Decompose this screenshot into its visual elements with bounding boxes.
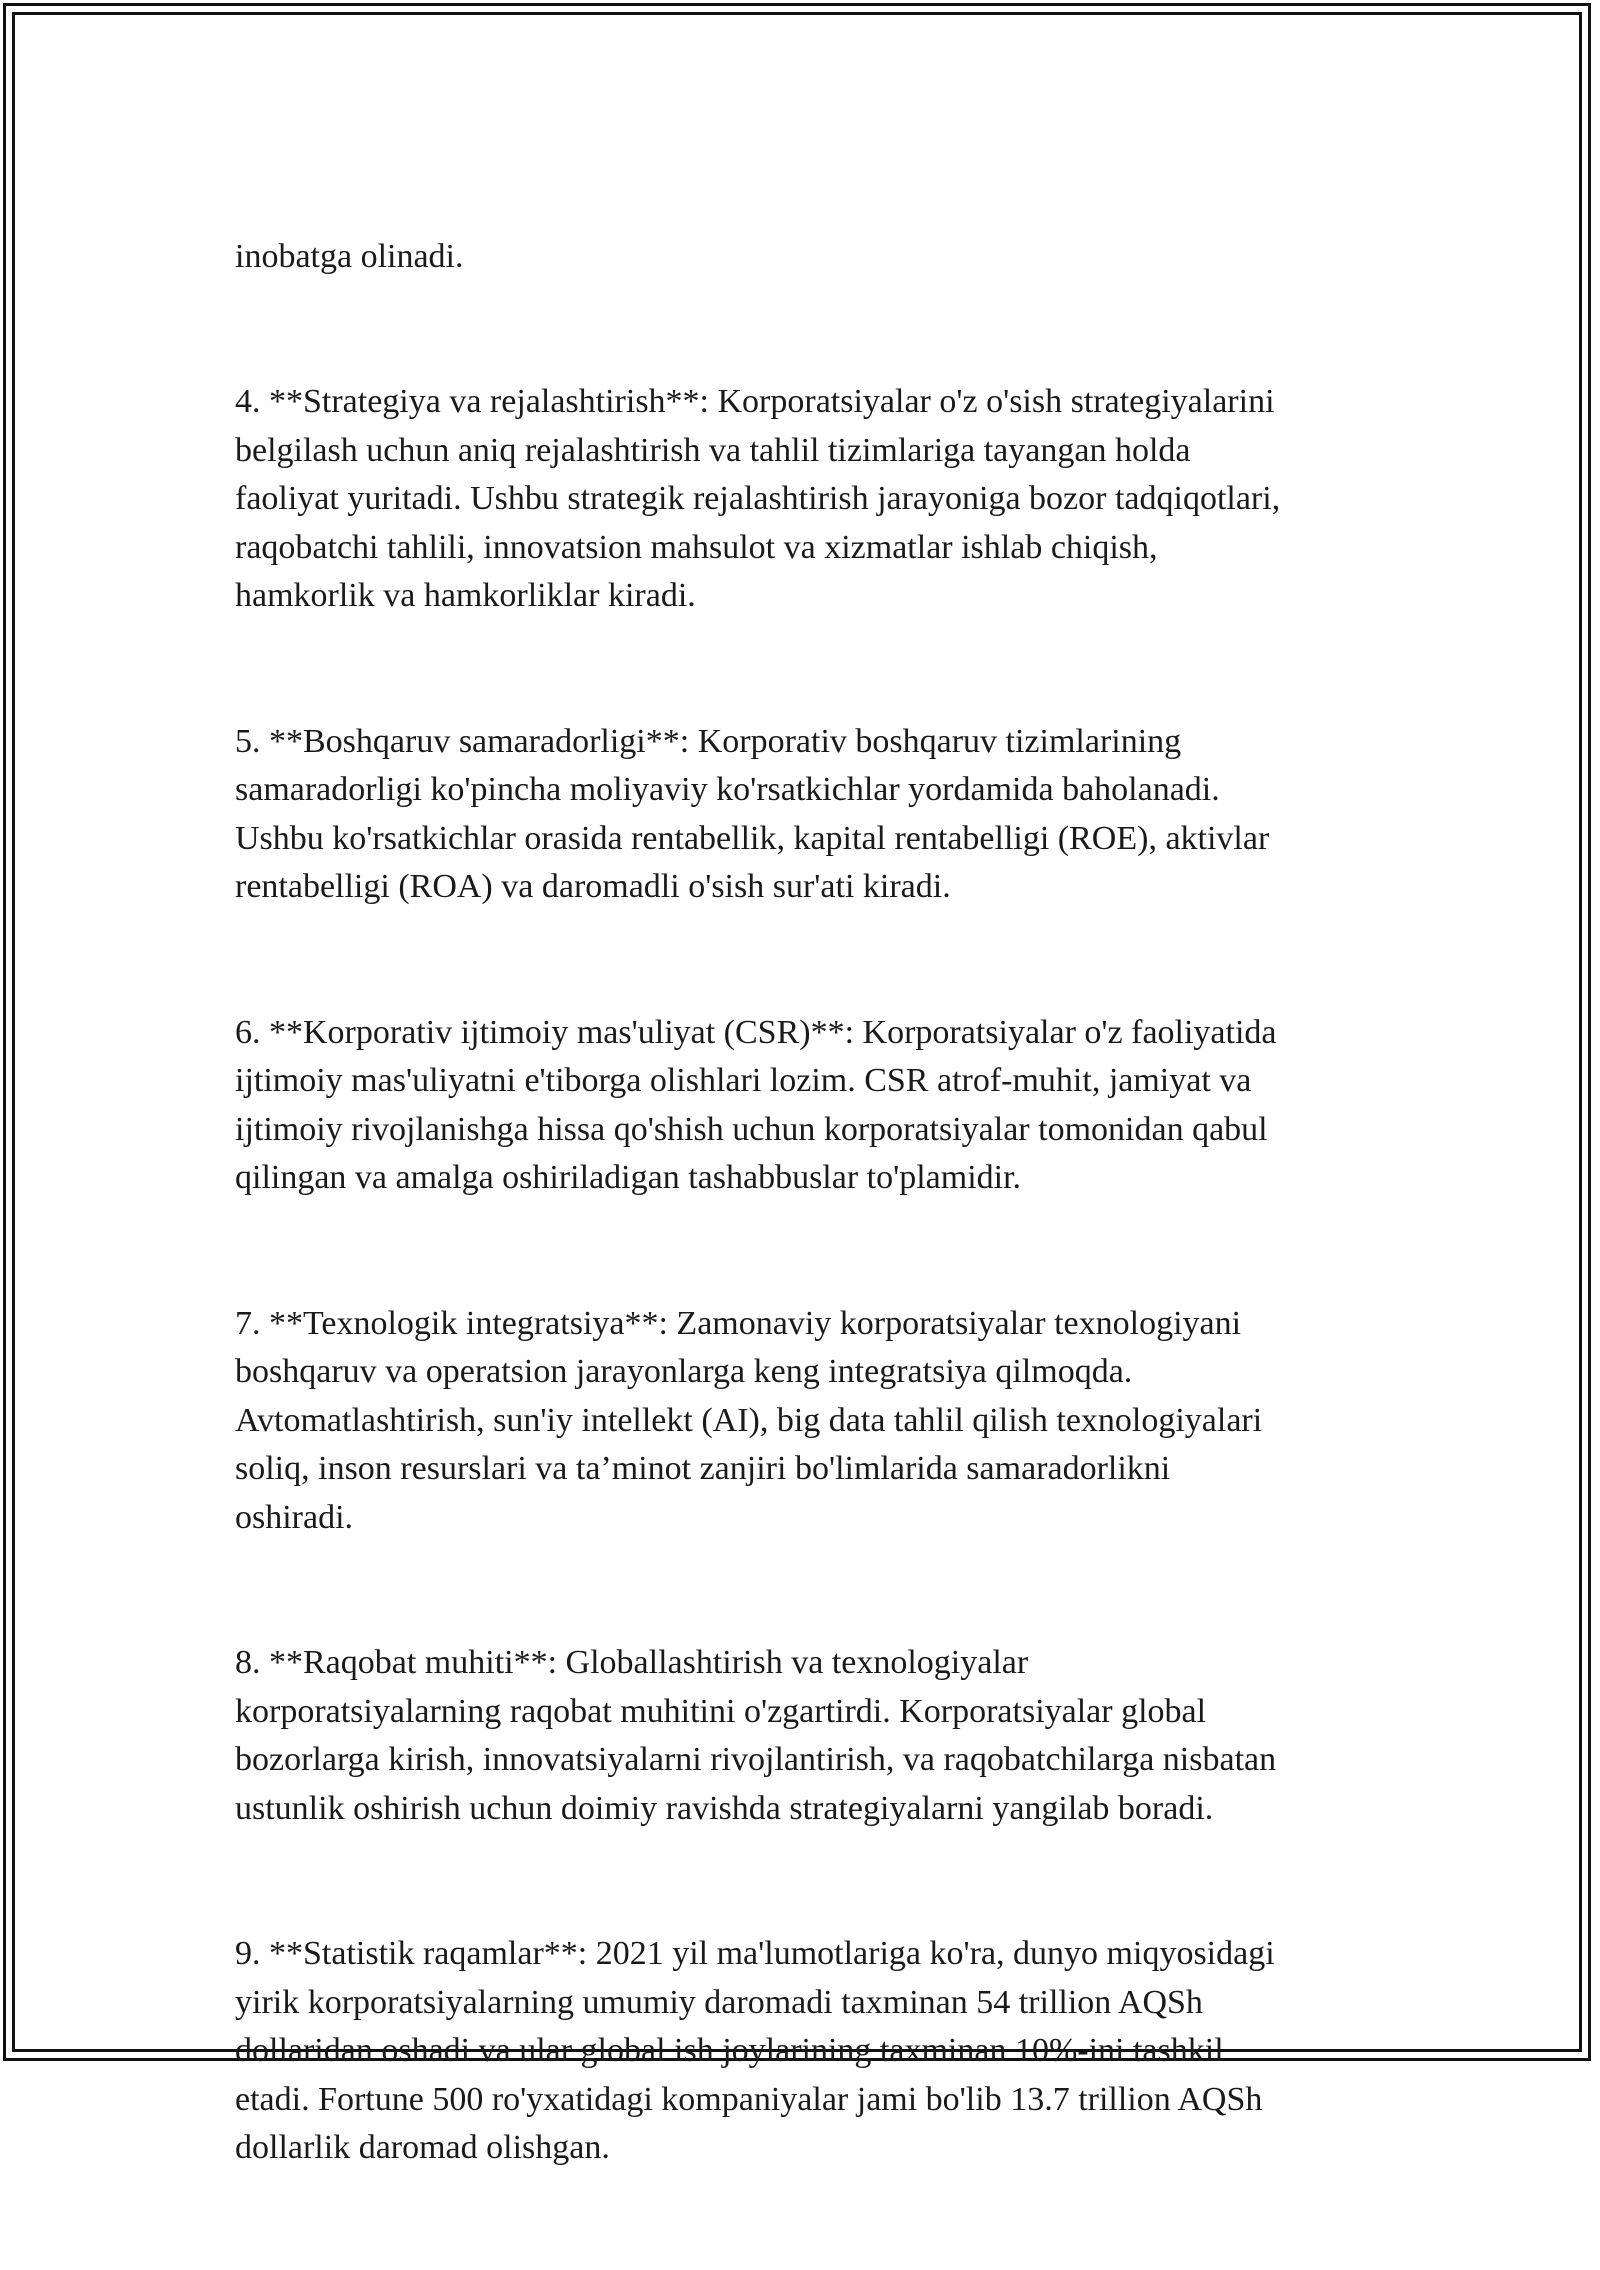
paragraph-tech-integration: 7. **Texnologik integratsiya**: Zamonaviy korporatsiyalar texnologiyani boshqaruv va operatsion jarayonlarga keng integratsiya qilmoqda. Avtomatlashtirish, sun'iy intellekt (AI), big data tahlil qilish texnologiyalari soliq, inson resurslari va ta’minot zanjiri bo'limlarida samaradorlikni oshiradi.	[235, 1304, 1263, 1536]
paragraph-continuation: inobatga olinadi.	[235, 237, 464, 275]
paragraph-competition: 8. **Raqobat muhiti**: Globallashtirish va texnologiyalar korporatsiyalarning raqobat muhitini o'zgartirdi. Korporatsiyalar global bozorlarga kirish, innovatsiyalarni rivojlantirish, va raqobatchilarga nisbatan ustunlik oshirish uchun doimiy ravishda strategiyalarni yangilab boradi.	[235, 1644, 1277, 1827]
document-body	[235, 184, 1375, 2270]
paragraph-governance-efficiency: 5. **Boshqaruv samaradorligi**: Korporativ boshqaruv tizimlarining samaradorligi ko'pincha moliyaviy ko'rsatkichlar yordamida baholanadi. Ushbu ko'rsatkichlar orasida rentabellik, kapital rentabelligi (ROE), aktivlar rentabelligi (ROA) va daromadli o'sish sur'ati kiradi.	[235, 722, 1270, 905]
paragraph-strategy: 4. **Strategiya va rejalashtirish**: Korporatsiyalar o'z o'sish strategiyalarini belgilash uchun aniq rejalashtirish va tahlil tizimlariga tayangan holda faoliyat yuritadi. Ushbu strategik rejalashtirish jarayoniga bozor tadqiqotlari, raqobatchi tahlili, innovatsion mahsulot va xizmatlar ishlab chiqish, hamkorlik va hamkorliklar kiradi.	[235, 383, 1281, 614]
paragraph-statistics: 9. **Statistik raqamlar**: 2021 yil ma'lumotlariga ko'ra, dunyo miqyosidagi yirik korporatsiyalarning umumiy daromadi taxminan 54 trillion AQSh dollaridan oshadi va ular global ish joylarining taxminan 10%-ini tashkil etadi. Fortune 500 ro'yxatidagi kompaniyalar jami bo'lib 13.7 trillion AQSh dollarlik daromad olishgan.	[235, 1935, 1275, 2166]
paragraph-csr: 6. **Korporativ ijtimoiy mas'uliyat (CSR)**: Korporatsiyalar o'z faoliyatida ijtimoiy mas'uliyatni e'tiborga olishlari lozim. CSR atrof-muhit, jamiyat va ijtimoiy rivojlanishga hissa qo'shish uchun korporatsiyalar tomonidan qabul qilingan va amalga oshiriladigan tashabbuslar to'plamidir.	[235, 1013, 1277, 1196]
